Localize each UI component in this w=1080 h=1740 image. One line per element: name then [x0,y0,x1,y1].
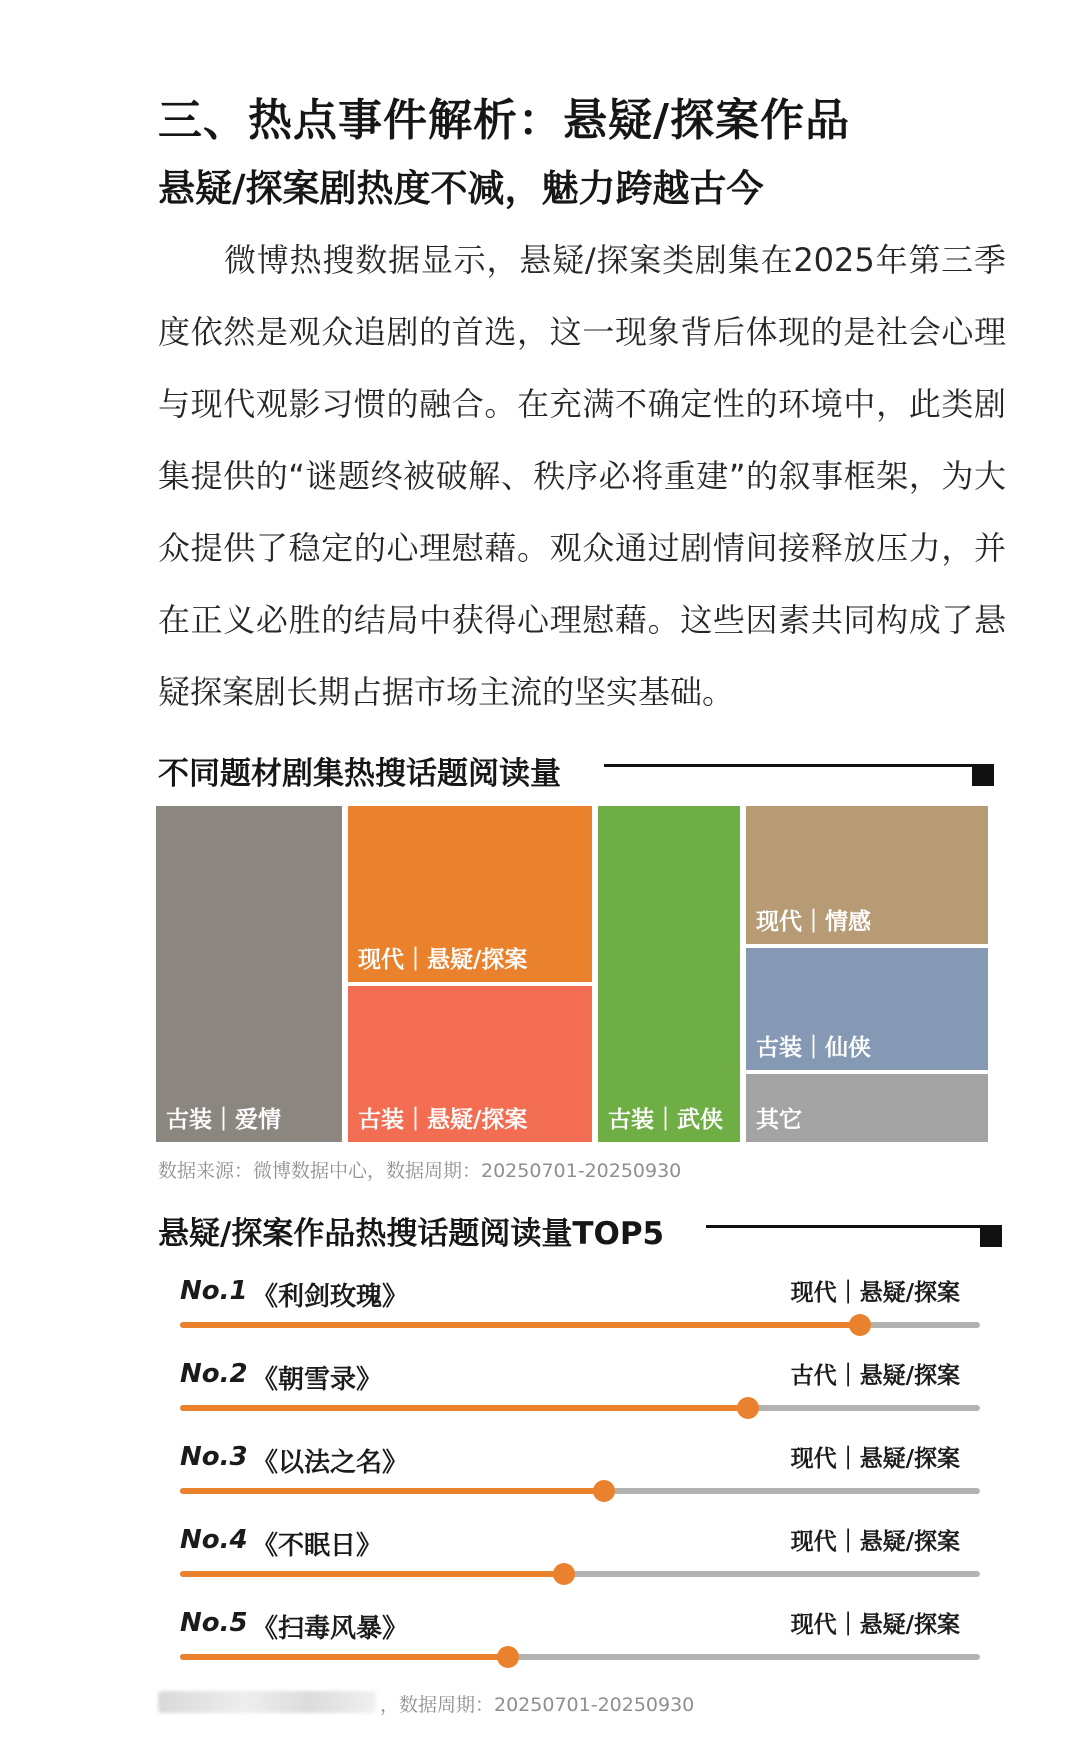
top5-source-note: ，数据周期：20250701-20250930 [380,1694,695,1716]
rank-progress-fill [180,1654,508,1660]
treemap-cell-label: 古装｜武侠 [608,1107,723,1133]
top5-row-1 [180,1276,980,1356]
rank-progress-knob [497,1646,519,1668]
treemap-cell-other [746,1074,988,1142]
treemap-cell-label: 古装｜悬疑/探案 [358,1107,528,1133]
top5-row-3 [180,1442,980,1522]
treemap-title-rule [604,764,984,767]
treemap-cell-label: 古装｜爱情 [166,1107,281,1133]
treemap-cell-label: 古装｜仙侠 [756,1035,871,1061]
rank-progress-fill [180,1571,564,1577]
genre-treemap [156,806,988,1142]
rank-progress-knob [593,1480,615,1502]
rank-title: 《利剑玫瑰》 [252,1282,409,1312]
rank-progress-track [180,1488,980,1494]
body-paragraph: 微博热搜数据显示，悬疑/探案类剧集在2025年第三季度依然是观众追剧的首选，这一现象背后体现的是社会心理与现代观影习惯的融合。在充满不确定性的环境中，此类剧集提供的“谜题终被破解、秩序必将重建”的叙事框架，为大众提供了稳定的心理慰藉。观众通过剧情间接释放压力，并在正义必胜的结局中获得心理慰藉。这些因素共同构成了悬疑探案剧长期占据市场主流的坚实基础。 [158,241,1006,711]
rank-title: 《以法之名》 [252,1448,409,1478]
rank-number: No.1 [180,1276,248,1306]
treemap-cell-costume-romance [156,806,342,1142]
rank-progress-fill [180,1405,748,1411]
treemap-cell-label: 现代｜悬疑/探案 [358,947,528,973]
top5-row-5 [180,1608,980,1688]
rank-progress-track [180,1654,980,1660]
treemap-cell-modern-mystery [348,806,592,982]
rank-progress-knob [849,1314,871,1336]
rank-genre: 现代｜悬疑/探案 [790,1612,960,1638]
rank-number: No.3 [180,1442,248,1472]
rank-genre: 现代｜悬疑/探案 [790,1446,960,1472]
treemap-cell-costume-wuxia [598,806,740,1142]
top5-title-rule [706,1225,992,1228]
top5-row-2 [180,1359,980,1439]
section-title: 三、热点事件解析：悬疑/探案作品 [158,95,851,146]
rank-genre: 古代｜悬疑/探案 [790,1363,960,1389]
rank-genre: 现代｜悬疑/探案 [790,1280,960,1306]
treemap-cell-costume-mystery [348,986,592,1142]
top5-title-cap [980,1225,1002,1247]
treemap-title: 不同题材剧集热搜话题阅读量 [158,756,561,792]
rank-progress-fill [180,1322,860,1328]
rank-progress-fill [180,1488,604,1494]
rank-number: No.2 [180,1359,248,1389]
rank-progress-knob [737,1397,759,1419]
rank-genre: 现代｜悬疑/探案 [790,1529,960,1555]
treemap-title-cap [972,764,994,786]
treemap-source-note: 数据来源：微博数据中心，数据周期：20250701-20250930 [158,1160,682,1182]
rank-progress-track [180,1405,980,1411]
rank-progress-track [180,1571,980,1577]
treemap-cell-costume-xianxia [746,948,988,1070]
top5-title: 悬疑/探案作品热搜话题阅读量TOP5 [158,1216,665,1252]
rank-progress-track [180,1322,980,1328]
treemap-cell-modern-emotion [746,806,988,944]
rank-progress-knob [553,1563,575,1585]
rank-number: No.5 [180,1608,248,1638]
redacted-source-text [158,1691,376,1713]
treemap-cell-label: 现代｜情感 [756,909,871,935]
section-subtitle: 悬疑/探案剧热度不减，魅力跨越古今 [158,167,764,210]
treemap-cell-label: 其它 [756,1107,802,1133]
rank-number: No.4 [180,1525,248,1555]
rank-title: 《扫毒风暴》 [252,1614,409,1644]
rank-title: 《朝雪录》 [252,1365,383,1395]
rank-title: 《不眠日》 [252,1531,383,1561]
top5-row-4 [180,1525,980,1605]
